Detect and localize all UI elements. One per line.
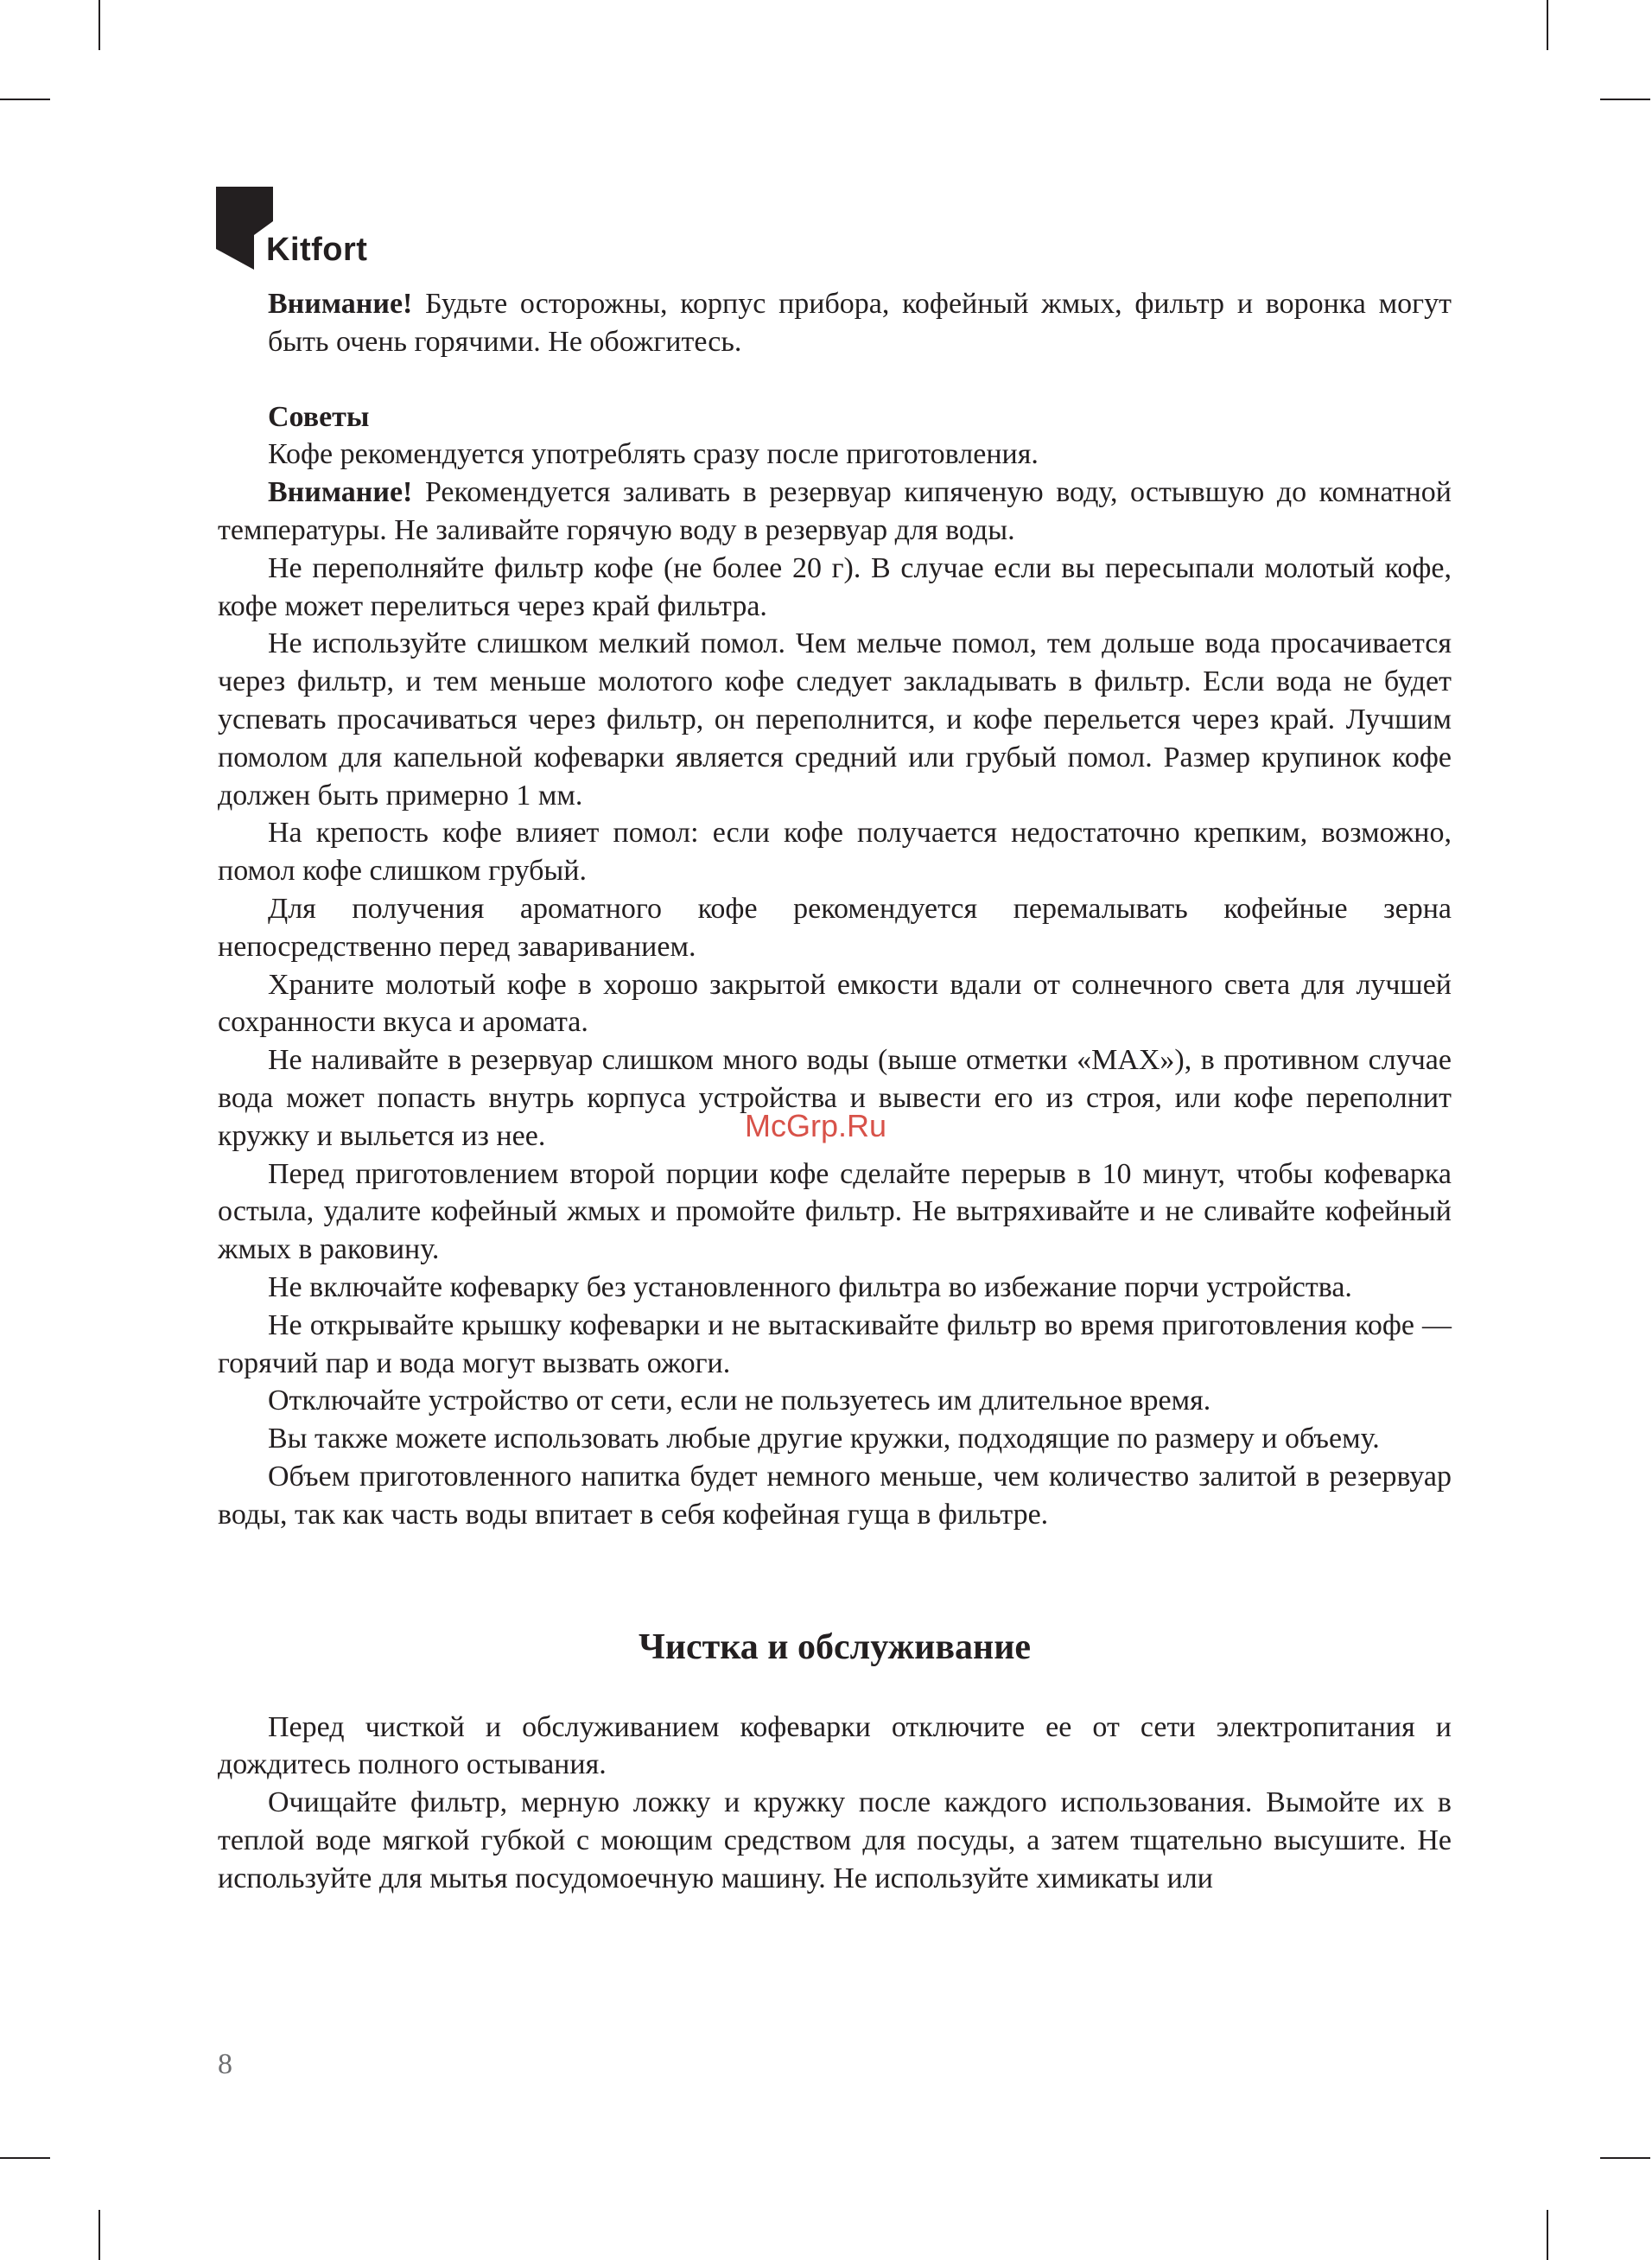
tips-warning-label: Внимание! [268, 476, 413, 509]
crop-mark [0, 99, 50, 100]
tip-paragraph: На крепость кофе влияет помол: если кофе получается недостаточно крепким, возможно, помол кофе слишком грубый. [218, 817, 1452, 888]
section-title: Чистка и обслуживание [638, 1627, 1032, 1667]
crop-mark [1547, 2210, 1548, 2260]
crop-mark [1547, 0, 1548, 50]
logo-text: Kitfort [266, 232, 368, 268]
warning-text: Будьте осторожны, корпус прибора, кофейный жмых, фильтр и воронка могут быть очень горячими. Не обожгитесь. [268, 288, 1452, 358]
warning-label: Внимание! [268, 288, 413, 320]
tips-intro: Кофе рекомендуется употреблять сразу после приготовления. [268, 438, 1039, 471]
tip-paragraph: Для получения ароматного кофе рекомендуется перемалывать кофейные зерна непосредственно перед завариванием. [218, 892, 1452, 963]
tip-paragraph: Объем приготовленного напитка будет немного меньше, чем количество залитой в резервуар воды, так как часть воды впитает в себя кофейная гуща в фильтре. [218, 1460, 1452, 1531]
tip-paragraph: Не наливайте в резервуар слишком много воды (выше отметки «MAX»), в противном случае вода может попасть внутрь корпуса устройства и вывести его из строя, или кофе переполнит кружку и выльется из нее. [218, 1044, 1452, 1152]
crop-mark [1600, 99, 1650, 100]
warning-paragraph [218, 285, 1452, 361]
tip-paragraph: Вы также можете использовать любые другие кружки, подходящие по размеру и объему. [268, 1423, 1380, 1455]
tip-paragraph: Храните молотый кофе в хорошо закрытой емкости вдали от солнечного света для лучшей сохранности вкуса и аромата. [218, 968, 1452, 1039]
crop-mark [98, 2210, 100, 2260]
cleaning-paragraph: Перед чисткой и обслуживанием кофеварки отключите ее от сети электропитания и дождитесь полного остывания. [218, 1710, 1452, 1781]
tip-paragraph: Не используйте слишком мелкий помол. Чем мельче помол, тем дольше вода просачивается через фильтр, и тем меньше молотого кофе следует закладывать в фильтр. Если вода не будет успевать просачиваться через фильтр, он переполнится, и кофе перельется через край. Лучшим помолом для капельной кофеварки является средний или грубый помол. Размер крупинок кофе должен быть примерно 1 мм. [218, 627, 1452, 812]
tip-paragraph: Отключайте устройство от сети, если не пользуетесь им длительное время. [268, 1385, 1211, 1417]
crop-mark [0, 2157, 50, 2159]
tip-paragraph: Перед приготовлением второй порции кофе сделайте перерыв в 10 минут, чтобы кофеварка остыла, удалите кофейный жмых и промойте фильтр. Не вытряхивайте и не сливайте кофейный жмых в раковину. [218, 1157, 1452, 1266]
document-body [218, 285, 1452, 1897]
watermark: McGrp.Ru [745, 1108, 887, 1143]
cleaning-paragraph: Очищайте фильтр, мерную ложку и кружку после каждого использования. Вымойте их в теплой воде мягкой губкой с моющим средством для посуды, а затем тщательно высушите. Не используйте для мытья посудомоечную машину. Не используйте химикаты или [218, 1786, 1452, 1894]
tips-warning [218, 474, 1452, 550]
tips-heading: Советы [268, 400, 370, 433]
tip-paragraph: Не переполняйте фильтр кофе (не более 20 г). В случае если вы пересыпали молотый кофе, кофе может перелиться через край фильтра. [218, 551, 1452, 622]
crop-mark [98, 0, 100, 50]
tip-paragraph: Не включайте кофеварку без установленного фильтра во избежание порчи устройства. [268, 1270, 1352, 1303]
page-number: 8 [218, 2048, 232, 2080]
tips-warning-text: Рекомендуется заливать в резервуар кипяченую воду, остывшую до комнатной температуры. Не заливайте горячую воду в резервуар для воды. [218, 476, 1452, 546]
crop-mark [1600, 2157, 1650, 2159]
tip-paragraph: Не открывайте крышку кофеварки и не вытаскивайте фильтр во время приготовления кофе — горячий пар и вода могут вызвать ожоги. [218, 1308, 1452, 1379]
